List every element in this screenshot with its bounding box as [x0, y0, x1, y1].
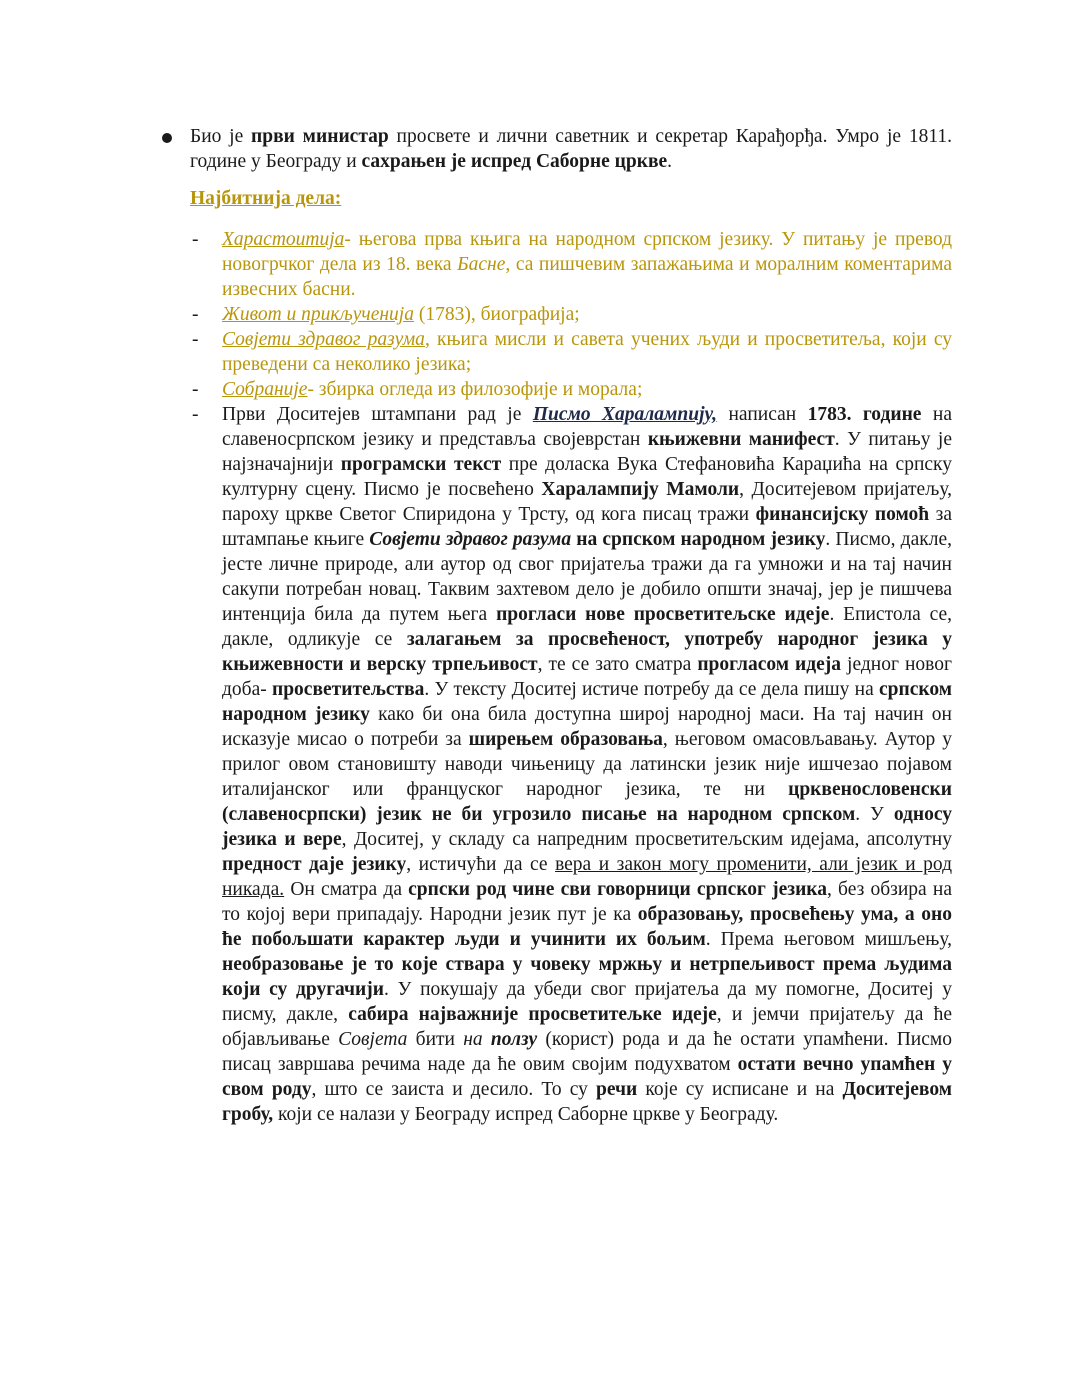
bold-span: предност даје језику	[222, 854, 407, 875]
list-dash: -	[192, 329, 199, 350]
bold-span: на српском народном језику	[571, 529, 826, 550]
work-item-zivot	[162, 302, 952, 327]
bold-span: речи	[595, 1079, 638, 1100]
work-item-sovjeti	[162, 327, 952, 377]
works-list	[162, 227, 952, 1127]
bold-span: образовању, просвећењу ума, а оно ће побољшати карактер људи и учинити их бољим	[222, 904, 952, 950]
bold-span: финансијску помоћ	[755, 504, 930, 525]
bold-italic-span: ползу	[490, 1029, 538, 1050]
bold-span: програмски текст	[340, 454, 502, 475]
intro-text: Био је	[190, 126, 252, 147]
work-description: - збирка огледа из филозофије и морала;	[307, 379, 643, 400]
bold-italic-span: Совјети здравог разума	[369, 529, 572, 550]
work-item-pismo-haralampiju	[162, 402, 952, 1127]
work-description: , књига мисли и савета учених људи и просветитеља, који су преведени са неколико језика;	[222, 329, 952, 375]
intro-text: просвете и лични саветник и секретар Карађорђа. Умро је 1811. године у Београду и	[190, 126, 952, 172]
text-span: једног новог доба-	[222, 654, 952, 700]
italic-span: на	[463, 1029, 491, 1050]
text-span: . У	[855, 804, 894, 825]
bold-span: просветитељства	[271, 679, 425, 700]
intro-text: .	[667, 151, 673, 172]
bold-span: Харалампију Мамоли	[541, 479, 740, 500]
bold-span: књижевни манифест	[647, 429, 835, 450]
work-italic-basne: Басне	[457, 254, 506, 275]
text-span: (корист) рода и да ће остати упамћени. Писмо писац завршава речима наде да ће овим својим подухватом	[222, 1029, 952, 1075]
italic-span: Совјета	[338, 1029, 408, 1050]
list-dash: -	[192, 379, 199, 400]
bold-span: необразовање је то које ствара у човеку мржњу и нетрпељивост према људима који су другачији	[222, 954, 952, 1000]
bold-span: сабира најважније просветитељке идеје	[348, 1004, 717, 1025]
bold-span: ширењем образовања	[468, 729, 663, 750]
work-description: , са пишчевим запажањима и моралним коментарима извесних басни.	[222, 254, 952, 300]
text-span: . Писмо, дакле, јесте личне природе, али аутор од свог пријатеља тражи да га умножи и на тај начин сакупи потребан новац. Таквим захтевом дело је добило општи значај, јер је пишчева интенција била да путем њега	[222, 529, 952, 625]
text-span: како би она била доступна широј народној маси. На тај начин он исказује мисао о потреби за	[222, 704, 952, 750]
text-span: . У тексту Доситеј истиче потребу да се дела пишу на	[424, 679, 879, 700]
text-span: Први Доситејев штампани рад је	[222, 404, 533, 425]
text-span: . У покушају да убеди свог пријатеља да му помогне, Доситеј у писму, дакле,	[222, 979, 953, 1025]
text-span: који се налази у Београду испред Саборне цркве у Београду.	[273, 1104, 779, 1125]
work-title-link[interactable]: Харастоитија	[222, 229, 345, 250]
text-span: , што се заиста и десило. То су	[311, 1079, 596, 1100]
bold-span: прогласом идеја	[697, 654, 842, 675]
bullet-paragraph-intro	[162, 124, 952, 174]
bold-span: односу језика и вере	[222, 804, 952, 850]
bold-span: српски род чине сви говорници српског језика	[408, 879, 827, 900]
text-span: на славеносрпском језику и представља својеврстан	[222, 404, 952, 450]
text-span: пре доласка Вука Стефановића Караџића на српску културну сцену. Писмо је посвећено	[222, 454, 952, 500]
text-span: , и јемчи пријатељу да ће објављивање	[222, 1004, 952, 1050]
bold-span: остати вечно упамћен у свом роду	[222, 1054, 952, 1100]
list-dash: -	[192, 404, 199, 425]
work-description: (1783), биографија;	[413, 304, 580, 325]
bold-span: 1783. године	[807, 404, 922, 425]
text-span: , без обзира на то којој вери припадају. Народни језик пут је ка	[222, 879, 952, 925]
work-item-sobranije	[162, 377, 952, 402]
text-span: које су исписане и на	[637, 1079, 843, 1100]
work-title-link[interactable]: Писмо Харалампију,	[532, 404, 718, 425]
work-title-link[interactable]: Живот и прикљученија	[222, 304, 414, 325]
work-description: - његова прва књига на народном српском језику. У питању је превод новогрчког дела из 18. века	[222, 229, 952, 275]
list-dash: -	[192, 304, 199, 325]
bold-span: српском народном језику	[222, 679, 952, 725]
section-heading-works: Најбитнија дела:	[190, 188, 342, 209]
work-title-link[interactable]: Совјети здравог разума	[222, 329, 425, 350]
intro-bold-minister: први министар	[251, 126, 389, 147]
text-span: написан	[717, 404, 808, 425]
work-title-link[interactable]: Собраније	[222, 379, 308, 400]
bold-span: Доситејевом гробу,	[222, 1079, 952, 1125]
list-dash: -	[192, 229, 199, 250]
bullet-dot-icon	[162, 133, 172, 143]
text-span: . Према његовом мишљењу,	[705, 929, 952, 950]
text-span: . У питању је најзначајнији	[222, 429, 952, 475]
text-span: за штампање књиге	[222, 504, 952, 550]
bold-span: црквенословенски (славеносрпски) језик не би угрозило писање на народном српском	[222, 779, 952, 825]
text-span: , истичући да се	[406, 854, 556, 875]
text-span: Он сматра да	[284, 879, 409, 900]
bold-span: залагањем за просвећеност, употребу народног језика у књижевности и верску трпељивост	[222, 629, 953, 675]
text-span: бити	[407, 1029, 464, 1050]
text-span: . Епистола се, дакле, одликује се	[222, 604, 952, 650]
underlined-span: вера и закон могу променити, али језик и род никада.	[222, 854, 952, 900]
text-span: , Доситејевом пријатељу, пароху цркве Светог Спиридона у Трсту, од кога писац тражи	[222, 479, 952, 525]
bold-span: прогласи нове просветитељске идеје	[496, 604, 830, 625]
text-span: , Доситеј, у складу са напредним просветитељским идејама, апсолутну	[341, 829, 952, 850]
intro-bold-buried: сахрањен је испред Саборне цркве	[361, 151, 668, 172]
text-span: , те се зато сматра	[537, 654, 698, 675]
work-item-harastoitija	[162, 227, 952, 302]
text-span: , његовом омасовљавању. Аутор у прилог овом становишту наводи чињеницу да латински језик није ишчезао појавом италијанског или француског народног језика, те ни	[222, 729, 952, 800]
